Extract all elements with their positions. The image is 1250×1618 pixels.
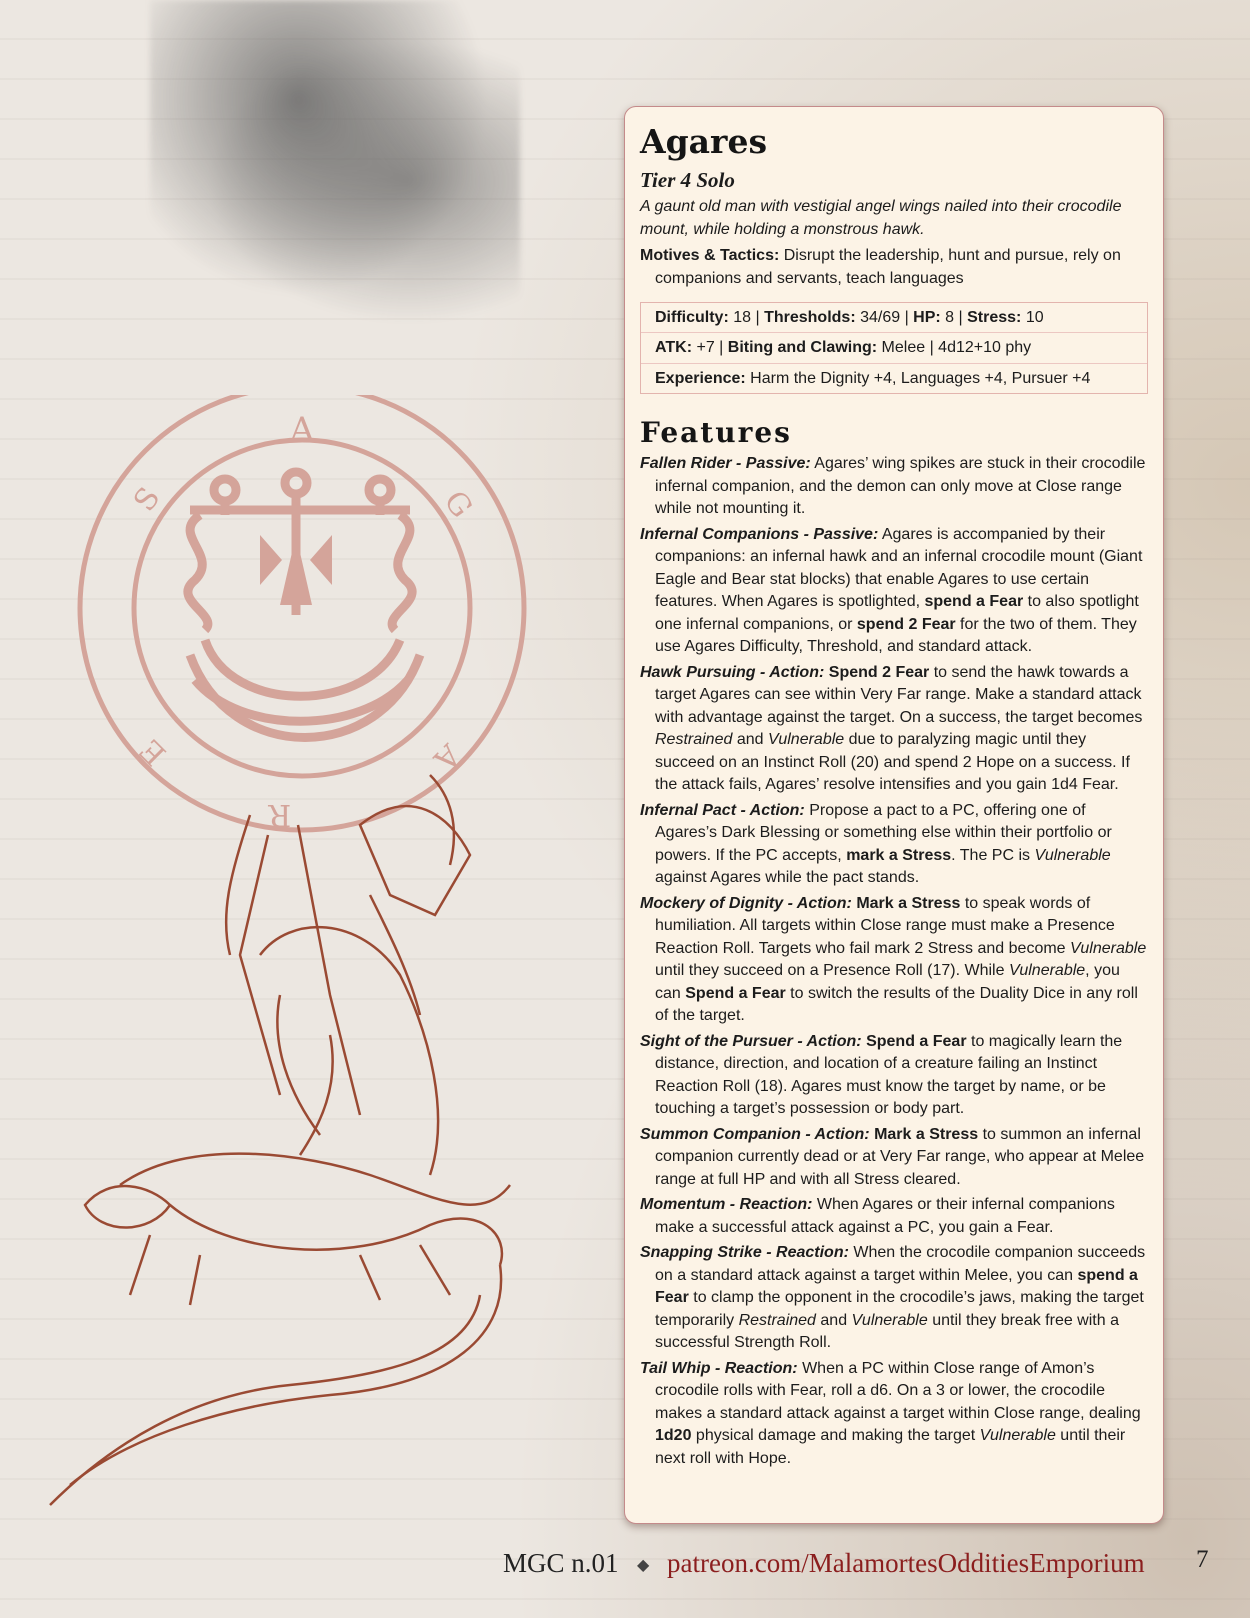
sigil-letter-g: G (436, 484, 479, 525)
creature-tier: Tier 4 Solo (640, 168, 735, 192)
feature-text: to also spotlight one infernal companions, or (655, 593, 1139, 633)
feature-text: When the crocodile companion succeeds on a standard attack against a target within Melee, you can (655, 1244, 1146, 1284)
sigil-letter-a2: A (426, 736, 467, 777)
weapon-label: Biting and Clawing: (727, 339, 878, 357)
thresholds-value: 34/69 (855, 309, 901, 326)
feature-name: Hawk Pursuing - Action: (640, 663, 825, 681)
feature-text: and (815, 1311, 852, 1329)
difficulty-value: 18 (728, 309, 752, 326)
feature-emphasis: Vulnerable (1070, 939, 1147, 957)
agares-sigil (80, 395, 524, 832)
feature-emphasis: Restrained (738, 1311, 816, 1329)
sigil-letter-a1: A (289, 410, 315, 450)
footer-separator-icon: ◆ (637, 1557, 650, 1574)
feature-emphasis: Vulnerable (979, 1427, 1056, 1444)
hp-label: HP: (913, 309, 941, 326)
feature-item (640, 524, 1150, 659)
stat-row-core (641, 303, 1147, 333)
feature-text: to switch the results of the Duality Dice in any roll of the target. (655, 984, 1138, 1024)
feature-name: Snapping Strike - Reaction: (640, 1244, 849, 1261)
separator: | (751, 309, 765, 326)
separator: | (714, 339, 728, 357)
feature-text: to clamp the opponent in the crocodile’s jaws, making the target temporarily (655, 1289, 1144, 1329)
creature-name: Agares (640, 122, 768, 161)
stat-box (640, 302, 1148, 394)
feature-emphasis: Spend a Fear (866, 1032, 967, 1050)
features-heading: Features (640, 416, 792, 449)
motives-text: Disrupt the leadership, hunt and pursue, rely on companions and servants, teach languages (655, 247, 1121, 287)
issue-label: MGC n.01 (503, 1548, 619, 1578)
feature-text: for the two of them. They use Agares Difficulty, Threshold, and standard attack. (655, 615, 1137, 655)
feature-text: to magically learn the distance, direction, and location of a creature failing an Instinct Reaction Roll (18). Agares must know the target by name, or be touching a target’s possession or body part. (655, 1032, 1123, 1117)
feature-emphasis: spend a Fear (655, 1266, 1138, 1306)
feature-text: until they break free with a successful Strength Roll. (655, 1311, 1119, 1351)
feature-item (640, 453, 1150, 521)
feature-text: until their next roll with Hope. (655, 1427, 1126, 1467)
separator: | (900, 309, 914, 326)
page-number: 7 (1196, 1546, 1209, 1573)
creature-description: A gaunt old man with vestigial angel wings nailed into their crocodile mount, while holding a monstrous hawk. (640, 198, 1122, 238)
separator: | (954, 309, 968, 326)
feature-text: , you can (655, 962, 1120, 1002)
feature-text: . The PC is (951, 846, 1035, 864)
feature-name: Mockery of Dignity - Action: (640, 894, 852, 912)
feature-name: Infernal Companions - Passive: (640, 525, 879, 543)
feature-text: to summon an infernal companion currently dead or at Very Far range, who appear at Melee range at full HP and with all Stress cleared. (655, 1125, 1145, 1188)
feature-text: When a PC within Close range of Amon’s crocodile rolls with Fear, roll a d6. On a 3 or lower, the crocodile makes a standard attack against a target within Close range, dealing (655, 1359, 1141, 1422)
feature-name: Momentum - Reaction: (640, 1196, 813, 1213)
stat-row-experience (641, 364, 1147, 394)
feature-emphasis: Vulnerable (851, 1311, 928, 1329)
crocodile-rider-drawing (50, 775, 510, 1505)
feature-emphasis: Mark a Stress (856, 894, 961, 912)
feature-text: When Agares or their infernal companions make a successful attack against a PC, you gain a Fear. (655, 1196, 1115, 1236)
feature-name: Tail Whip - Reaction: (640, 1359, 798, 1377)
stat-row-attack (641, 333, 1147, 363)
thresholds-label: Thresholds: (764, 309, 856, 326)
feature-emphasis: Spend 2 Fear (828, 663, 930, 681)
patreon-link[interactable]: patreon.com/MalamortesOdditiesEmporium (667, 1548, 1145, 1578)
feature-name: Infernal Pact - Action: (640, 801, 805, 819)
feature-emphasis: mark a Stress (846, 846, 952, 864)
sigil-letter-r: R (268, 797, 292, 832)
atk-value: +7 (692, 339, 715, 357)
feature-text: Agares’ wing spikes are stuck in their crocodile infernal companion, and the demon can only move at Close range while not mounting it. (655, 455, 1146, 517)
feature-item (640, 1124, 1150, 1192)
feature-item (640, 893, 1150, 1028)
feature-emphasis: Spend a Fear (685, 984, 786, 1002)
feature-emphasis: Mark a Stress (874, 1125, 979, 1143)
stress-label: Stress: (967, 309, 1022, 326)
feature-emphasis: 1d20 (655, 1427, 692, 1444)
sigil-letter-s: S (126, 481, 168, 519)
feature-emphasis: Vulnerable (767, 731, 845, 748)
weapon-value: Melee | 4d12+10 phy (877, 339, 1032, 357)
experience-value: Harm the Dignity +4, Languages +4, Pursuer +4 (745, 369, 1091, 387)
feature-emphasis: spend a Fear (924, 593, 1024, 610)
stress-value: 10 (1021, 309, 1044, 326)
hp-value: 8 (940, 309, 955, 326)
feature-name: Summon Companion - Action: (640, 1125, 870, 1143)
feature-name: Fallen Rider - Passive: (640, 455, 811, 472)
feature-text: Propose a pact to a PC, offering one of Agares’s Dark Blessing or something else within their portfolio or powers. If the PC accepts, (655, 801, 1112, 864)
feature-text: Agares is accompanied by their companions: an infernal hawk and an infernal crocodile mount (Giant Eagle and Bear stat blocks) that enable Agares to use certain features. When Agares is spotlighted, (655, 525, 1143, 610)
motives-label: Motives & Tactics: (640, 247, 780, 264)
feature-text: due to paralyzing magic until they succeed on an Instinct Roll (20) and spend 2 Hope on a success. If the attack fails, Agares’ resolve intensifies and you gain 1d4 Fear. (655, 731, 1130, 793)
feature-item (640, 1194, 1150, 1239)
motives-tactics (640, 245, 1142, 290)
feature-item (640, 1031, 1150, 1121)
feature-item (640, 662, 1150, 797)
difficulty-label: Difficulty: (655, 309, 729, 326)
feature-name: Sight of the Pursuer - Action: (640, 1032, 862, 1050)
feature-text: to send the hawk towards a target Agares can see within Very Far range. Make a standard attack with advantage against the target. On a success, the target becomes (655, 663, 1143, 726)
atk-label: ATK: (655, 339, 693, 357)
agares-illustration (30, 395, 570, 1515)
ink-stain (150, 0, 520, 330)
feature-text: and (732, 731, 768, 748)
feature-emphasis: Vulnerable (1008, 962, 1086, 979)
feature-text: to speak words of humiliation. All targets within Close range must make a Presence Reaction Roll. Targets who fail mark 2 Stress and become (655, 894, 1115, 957)
feature-emphasis: Restrained (655, 731, 733, 748)
sigil-letter-e: E (133, 731, 174, 772)
feature-emphasis: spend 2 Fear (856, 615, 956, 633)
feature-emphasis: Vulnerable (1034, 846, 1111, 864)
feature-text: physical damage and making the target (691, 1427, 980, 1444)
experience-label: Experience: (655, 369, 746, 387)
feature-item (640, 1358, 1150, 1471)
feature-text: against Agares while the pact stands. (655, 869, 920, 886)
features-list (640, 453, 1150, 1473)
feature-item (640, 1242, 1150, 1355)
feature-text: until they succeed on a Presence Roll (17). While (655, 962, 1009, 979)
feature-item (640, 800, 1150, 890)
